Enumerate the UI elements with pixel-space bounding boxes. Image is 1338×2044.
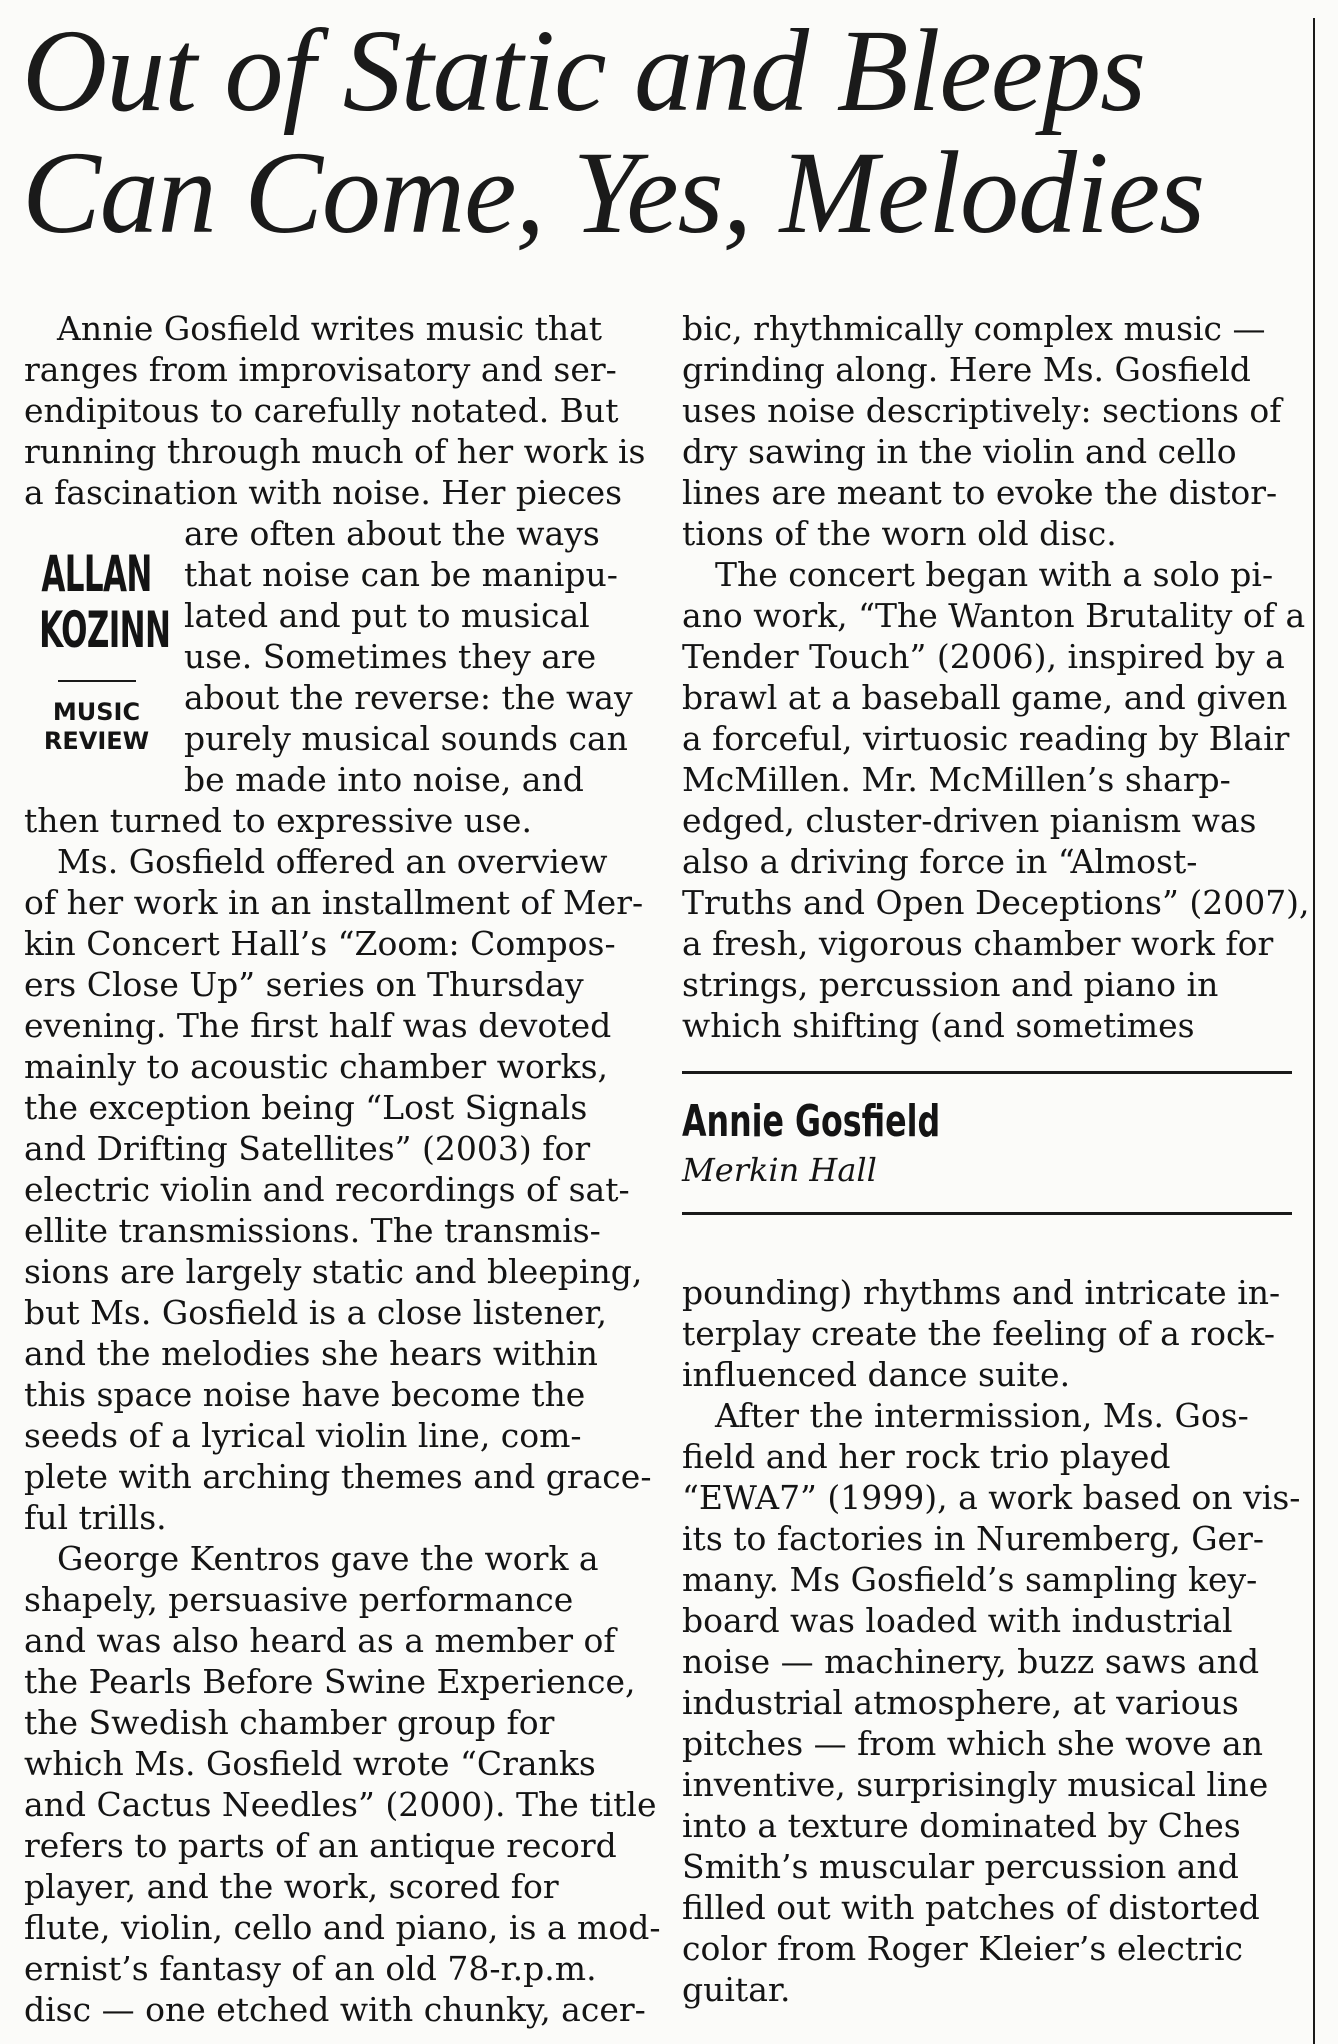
text-line: uses noise descriptively: sections of [682,391,1282,430]
text-line: electric violin and recordings of sat- [24,1170,630,1209]
text-line: pitches — from which she wove an [682,1724,1263,1763]
text-line: color from Roger Kleier’s electric [682,1929,1243,1968]
section-tag-line-2: REVIEW [43,727,150,755]
text-line: seeds of a lyrical violin line, com- [24,1416,582,1455]
text-line: evening. The first half was devoted [24,1006,612,1045]
info-box-bottom-rule [682,1212,1292,1215]
text-line: then turned to expressive use. [24,801,532,840]
text-line: ful trills. [24,1498,167,1537]
text-line: flute, violin, cello and piano, is a mod- [24,1908,661,1947]
text-line: the Swedish chamber group for [24,1703,555,1742]
event-venue: Merkin Hall [682,1151,877,1189]
text-line: into a texture dominated by Ches [682,1806,1241,1845]
text-line: but Ms. Gosfield is a close listener, [24,1293,607,1332]
text-line: The concert began with a solo pi- [715,555,1274,594]
author-last-name: KOZINN [39,601,171,659]
article-column-right-continued [682,1272,1301,2010]
text-line: tions of the worn old disc. [682,514,1117,553]
text-line: use. Sometimes they are [184,637,597,676]
text-line: Annie Gosfield writes music that [57,309,603,348]
article-column-left [24,308,661,2030]
text-line: disc — one etched with chunky, acer- [24,1990,646,2029]
text-line: plete with arching themes and grace- [24,1457,652,1496]
text-line: board was loaded with industrial [682,1601,1233,1640]
text-line: which shifting (and sometimes [682,1006,1195,1045]
text-line: are often about the ways [184,514,600,553]
text-line: shapely, persuasive performance [24,1580,574,1619]
text-line: guitar. [682,1970,791,2009]
text-line: “EWA7” (1999), a work based on vis- [682,1478,1301,1517]
text-line: the Pearls Before Swine Experience, [24,1662,636,1701]
text-line: edged, cluster-driven pianism was [682,801,1257,840]
text-line: McMillen. Mr. McMillen’s sharp- [682,760,1231,799]
text-line: brawl at a baseball game, and given [682,678,1288,717]
event-title: Annie Gosfield [682,1096,941,1147]
text-line: and Drifting Satellites” (2003) for [24,1129,591,1168]
text-line: and the melodies she hears within [24,1334,598,1373]
byline-box [24,546,169,756]
text-line: Tender Touch” (2006), inspired by a [682,637,1285,676]
byline-divider [58,680,136,682]
text-line: noise — machinery, buzz saws and [682,1642,1260,1681]
headline-line-1: Out of Static and Bleeps [22,5,1146,136]
text-line: inventive, surprisingly musical line [682,1765,1269,1804]
text-line: a forceful, virtuosic reading by Blair [682,719,1290,758]
event-info-box [682,1071,1292,1215]
text-line: terplay create the feeling of a rock- [682,1314,1276,1353]
text-line: After the intermission, Ms. Gos- [715,1396,1249,1435]
text-line: which Ms. Gosfield wrote “Cranks [24,1744,596,1783]
author-name [39,545,171,659]
text-line: ranges from improvisatory and ser- [24,350,617,389]
text-line: field and her rock trio played [682,1437,1171,1476]
text-line: ano work, “The Wanton Brutality of a [682,596,1306,635]
text-line: of her work in an installment of Mer- [24,883,644,922]
text-line: influenced dance suite. [682,1355,1071,1394]
text-line: that noise can be manipu- [184,555,618,594]
text-line: be made into noise, and [184,760,584,799]
text-line: the exception being “Lost Signals [24,1088,588,1127]
text-line: also a driving force in “Almost- [682,842,1198,881]
text-line: Truths and Open Deceptions” (2007), [682,883,1310,922]
headline [22,5,1205,258]
text-line: George Kentros gave the work a [57,1539,599,1578]
text-line: strings, percussion and piano in [682,965,1219,1004]
text-line: its to factories in Nuremberg, Ger- [682,1519,1265,1558]
text-line: about the reverse: the way [184,678,633,717]
text-line: sions are largely static and bleeping, [24,1252,643,1291]
text-line: many. Ms Gosfield’s sampling key- [682,1560,1258,1599]
author-first-name: ALLAN [41,545,152,603]
text-line: running through much of her work is [24,432,646,471]
text-line: refers to parts of an antique record [24,1826,617,1865]
text-line: kin Concert Hall’s “Zoom: Compos- [24,924,616,963]
column-divider-rule [1313,18,1315,2044]
text-line: industrial atmosphere, at various [682,1683,1239,1722]
text-line: mainly to acoustic chamber works, [24,1047,609,1086]
text-line: Ms. Gosfield offered an overview [57,842,608,881]
text-line: grinding along. Here Ms. Gosfield [682,350,1251,389]
section-tag [24,698,169,756]
text-line: purely musical sounds can [184,719,628,758]
text-line: Smith’s muscular percussion and [682,1847,1239,1886]
text-line: bic, rhythmically complex music — [682,309,1266,348]
text-line: filled out with patches of distorted [682,1888,1260,1927]
text-line: lines are meant to evoke the distor- [682,473,1278,512]
text-line: and Cactus Needles” (2000). The title [24,1785,657,1824]
section-tag-line-1: MUSIC [52,698,141,726]
text-line: and was also heard as a member of [24,1621,616,1660]
text-line: pounding) rhythms and intricate in- [682,1273,1281,1312]
text-line: dry sawing in the violin and cello [682,432,1237,471]
article-column-right [682,308,1310,1046]
info-box-top-rule [682,1071,1292,1074]
text-line: endipitous to carefully notated. But [24,391,619,430]
text-line: ernist’s fantasy of an old 78-r.p.m. [24,1949,597,1988]
text-line: ers Close Up” series on Thursday [24,965,584,1004]
text-line: lated and put to musical [184,596,590,635]
text-line: a fascination with noise. Her pieces [24,473,623,512]
text-line: player, and the work, scored for [24,1867,559,1906]
headline-line-2: Can Come, Yes, Melodies [22,127,1205,258]
text-line: ellite transmissions. The transmis- [24,1211,601,1250]
text-line: a fresh, vigorous chamber work for [682,924,1274,963]
text-line: this space noise have become the [24,1375,586,1414]
